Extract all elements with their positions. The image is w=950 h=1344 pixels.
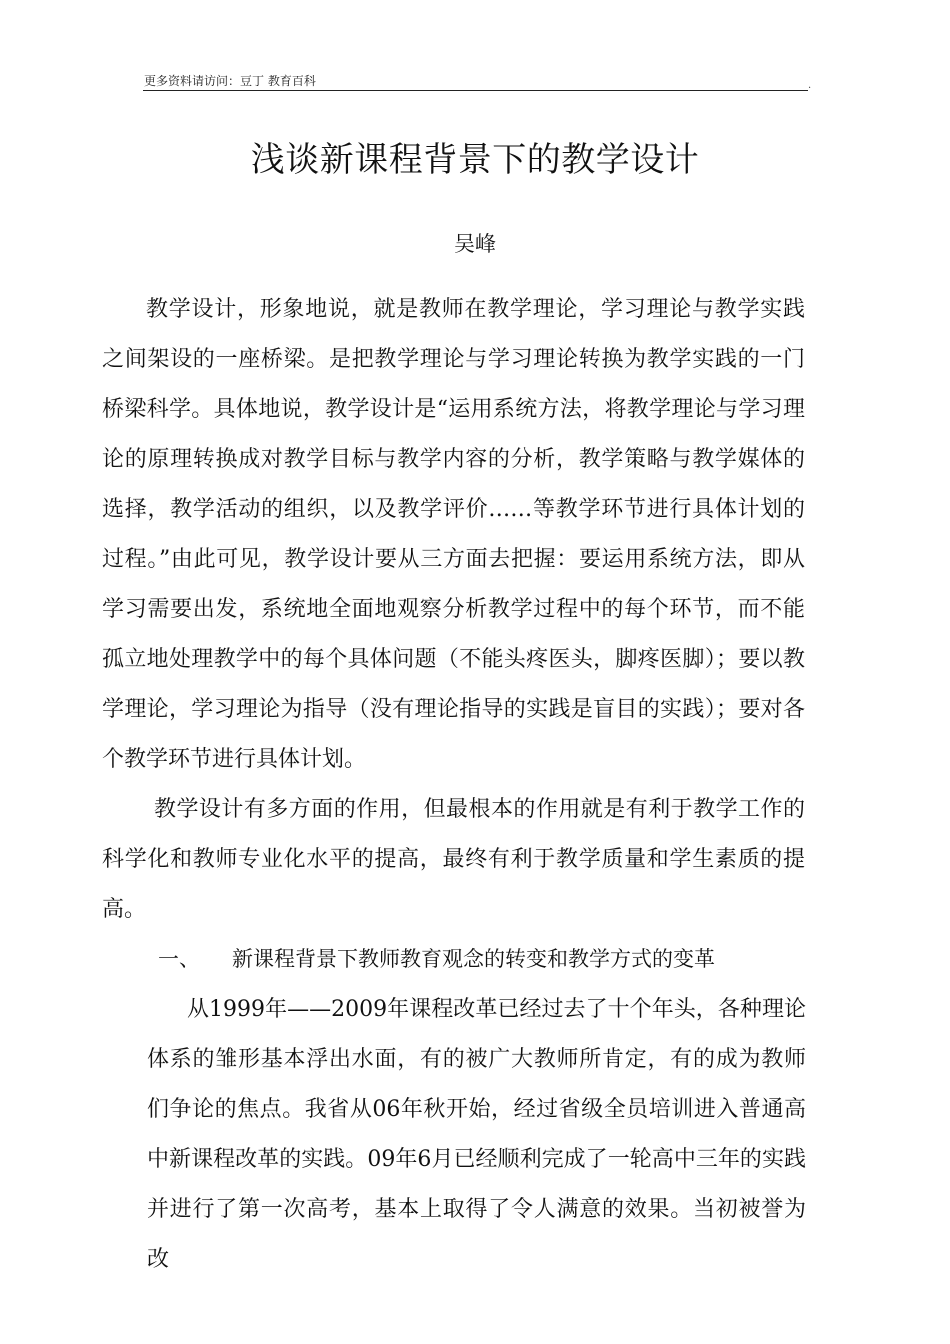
header-mark: . <box>808 80 812 91</box>
paragraph-section1: 从1999年——2009年课程改革已经过去了十个年头，各种理论体系的雏形基本浮出水面，有的被广大教师所肯定，有的成为教师们争论的焦点。我省从06年秋开始，经过省级全员培训进入普通高中新课程改革的实践。09年6月已经顺利完成了一轮高中三年的实践并进行了第一次高考，基本上取得了令人满意的效果。当初被誉为改 <box>147 997 806 1272</box>
author-name: 吴峰 <box>454 232 496 256</box>
header-text: 更多资料请访问：豆丁 教育百科 <box>144 74 316 88</box>
page-header <box>143 70 808 91</box>
document-title: 浅谈新课程背景下的教学设计 <box>250 140 700 180</box>
section-number: 一、 <box>158 947 200 971</box>
section-title: 新课程背景下教师教育观念的转变和教学方式的变革 <box>232 947 715 971</box>
paragraph-purpose: 教学设计有多方面的作用，但最根本的作用就是有利于教学工作的科学化和教师专业化水平的提高，最终有利于教学质量和学生素质的提高。 <box>102 797 805 922</box>
paragraph-intro: 教学设计，形象地说，就是教师在教学理论，学习理论与教学实践之间架设的一座桥梁。是把教学理论与学习理论转换为教学实践的一门桥梁科学。具体地说，教学设计是“运用系统方法，将教学理论与学习理论的原理转换成对教学目标与教学内容的分析，教学策略与教学媒体的选择，教学活动的组织，以及教学评价……等教学环节进行具体计划的过程。”由此可见，教学设计要从三方面去把握：要运用系统方法，即从学习需要出发，系统地全面地观察分析教学过程中的每个环节，而不能孤立地处理教学中的每个具体问题（不能头疼医头，脚疼医脚）；要以教学理论，学习理论为指导（没有理论指导的实践是盲目的实践）；要对各个教学环节进行具体计划。 <box>102 297 805 772</box>
section-heading <box>0 935 950 981</box>
